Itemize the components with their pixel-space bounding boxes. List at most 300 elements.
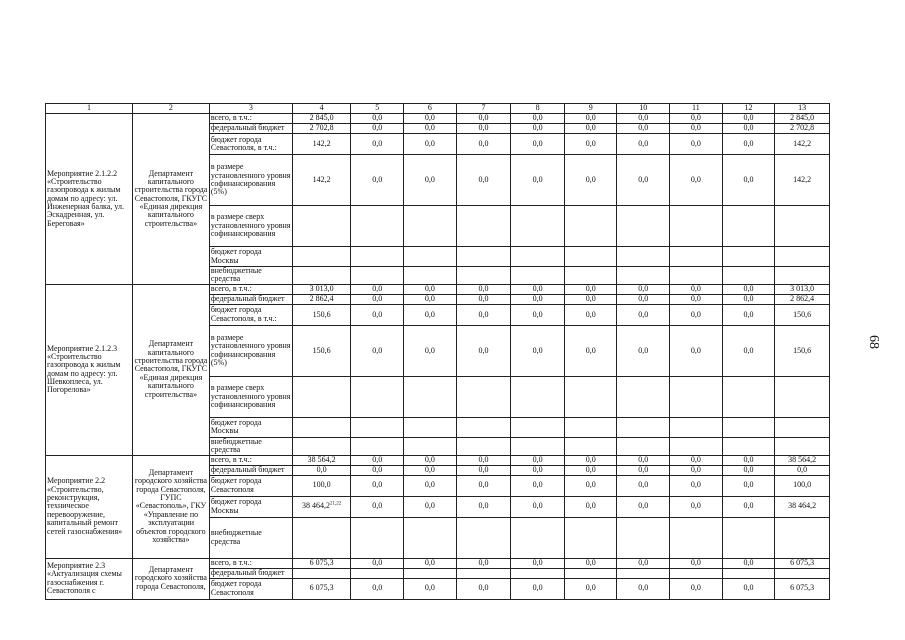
- amount-cell: [775, 455, 830, 465]
- amount-value: 0,0: [478, 138, 489, 148]
- amount-value: 0,0: [478, 309, 489, 319]
- amount-cell: [456, 124, 511, 134]
- amount-value: 0,0: [638, 480, 649, 490]
- amount-cell: [404, 284, 457, 294]
- amount-cell: [292, 325, 351, 376]
- activity-name: Мероприятие 2.2 «Строительство, реконструкция, техническое перевооружение, капитальный ремонт сетей газоснабжения»: [46, 455, 133, 558]
- amount-cell: [511, 437, 565, 455]
- amount-cell: [670, 284, 723, 294]
- amount-value: 0,0: [372, 294, 383, 304]
- amount-cell: [722, 517, 775, 558]
- amount-value: 0,0: [585, 294, 596, 304]
- amount-cell: [564, 517, 617, 558]
- amount-value: 0,0: [372, 583, 383, 593]
- col-header: 9: [564, 104, 617, 114]
- amount-cell: [511, 578, 565, 599]
- amount-value: 2 862,4: [790, 294, 815, 304]
- col-header: 6: [404, 104, 457, 114]
- amount-value: 0,0: [690, 138, 701, 148]
- amount-cell: [617, 206, 670, 247]
- amount-cell: [456, 578, 511, 599]
- amount-cell: [292, 284, 351, 294]
- amount-cell: [617, 247, 670, 267]
- funding-source: бюджет города Севастополя: [209, 475, 292, 496]
- amount-cell: [775, 267, 830, 285]
- amount-cell: [404, 325, 457, 376]
- amount-cell: [775, 475, 830, 496]
- amount-cell: [617, 284, 670, 294]
- amount-cell: [292, 206, 351, 247]
- amount-cell: [775, 437, 830, 455]
- amount-cell: [722, 155, 775, 206]
- amount-value: 6 075,3: [309, 583, 334, 593]
- table-row: [46, 455, 830, 465]
- amount-cell: [511, 517, 565, 558]
- amount-value: 0,0: [478, 294, 489, 304]
- amount-cell: [351, 247, 404, 267]
- amount-cell: [511, 558, 565, 568]
- amount-cell: [670, 455, 723, 465]
- amount-cell: [722, 114, 775, 124]
- amount-cell: [722, 206, 775, 247]
- amount-cell: [564, 376, 617, 417]
- amount-cell: [351, 578, 404, 599]
- amount-cell: [404, 417, 457, 437]
- amount-value: 2 702,8: [790, 123, 815, 133]
- funding-source: в размере сверх установленного уровня софинансирования: [209, 376, 292, 417]
- amount-cell: [456, 496, 511, 517]
- amount-value: 0,0: [372, 113, 383, 123]
- amount-cell: [511, 325, 565, 376]
- amount-cell: [292, 304, 351, 325]
- amount-cell: [670, 465, 723, 475]
- amount-value: 0,0: [743, 465, 754, 474]
- amount-value: 0,0: [743, 558, 754, 567]
- amount-cell: [775, 114, 830, 124]
- amount-cell: [292, 475, 351, 496]
- amount-value: 0,0: [316, 465, 327, 474]
- amount-cell: [404, 475, 457, 496]
- amount-cell: [351, 465, 404, 475]
- amount-cell: [456, 325, 511, 376]
- amount-cell: [351, 437, 404, 455]
- amount-value: 0,0: [532, 123, 543, 133]
- amount-value: 0,0: [372, 284, 383, 294]
- funding-source: бюджет города Севастополя, в т.ч.:: [209, 304, 292, 325]
- amount-cell: [292, 155, 351, 206]
- amount-cell: [511, 455, 565, 465]
- amount-value: 0,0: [743, 174, 754, 184]
- amount-cell: [511, 304, 565, 325]
- funding-source: бюджет города Москвы: [209, 496, 292, 517]
- amount-cell: [564, 304, 617, 325]
- amount-cell: [722, 496, 775, 517]
- amount-cell: [511, 114, 565, 124]
- amount-cell: [775, 417, 830, 437]
- amount-value: 0,0: [585, 480, 596, 490]
- amount-cell: [351, 475, 404, 496]
- col-header: 8: [511, 104, 565, 114]
- amount-cell: [351, 568, 404, 578]
- amount-cell: [292, 376, 351, 417]
- funding-source: бюджет города Москвы: [209, 247, 292, 267]
- amount-value: 0,0: [743, 294, 754, 304]
- amount-value: 0,0: [424, 501, 435, 511]
- amount-cell: [404, 124, 457, 134]
- amount-cell: [404, 267, 457, 285]
- amount-cell: [456, 517, 511, 558]
- amount-cell: [404, 114, 457, 124]
- amount-cell: [511, 124, 565, 134]
- amount-value: 0,0: [478, 284, 489, 294]
- amount-value: 0,0: [372, 138, 383, 148]
- amount-cell: [456, 568, 511, 578]
- amount-cell: [511, 294, 565, 304]
- amount-value: 0,0: [797, 465, 808, 474]
- amount-cell: [564, 247, 617, 267]
- amount-cell: [404, 517, 457, 558]
- amount-cell: [351, 455, 404, 465]
- col-header: 12: [722, 104, 775, 114]
- amount-cell: [351, 558, 404, 568]
- amount-cell: [292, 517, 351, 558]
- amount-cell: [292, 437, 351, 455]
- amount-cell: [292, 114, 351, 124]
- col-header: 3: [209, 104, 292, 114]
- amount-value: 0,0: [532, 501, 543, 511]
- amount-cell: [456, 437, 511, 455]
- amount-cell: [511, 267, 565, 285]
- table-row: [46, 284, 830, 294]
- amount-value: 0,0: [690, 480, 701, 490]
- amount-value: 0,0: [743, 113, 754, 123]
- amount-value: 0,0: [585, 138, 596, 148]
- amount-value: 0,0: [638, 284, 649, 294]
- amount-cell: [351, 417, 404, 437]
- amount-value: 150,6: [312, 309, 331, 319]
- funding-source: федеральный бюджет: [209, 124, 292, 134]
- col-header: 13: [775, 104, 830, 114]
- amount-cell: [617, 455, 670, 465]
- amount-value: 0,0: [478, 123, 489, 133]
- amount-value: 0,0: [424, 123, 435, 133]
- amount-cell: [351, 294, 404, 304]
- amount-value: 0,0: [638, 113, 649, 123]
- amount-cell: [775, 578, 830, 599]
- amount-cell: [292, 417, 351, 437]
- amount-cell: [670, 134, 723, 155]
- amount-value: 0,0: [638, 123, 649, 133]
- amount-cell: [617, 376, 670, 417]
- amount-value: 0,0: [372, 480, 383, 490]
- amount-value: 0,0: [638, 138, 649, 148]
- amount-cell: [775, 247, 830, 267]
- amount-value: 2 845,0: [309, 113, 334, 123]
- amount-cell: [351, 124, 404, 134]
- amount-value: 0,0: [424, 345, 435, 355]
- amount-cell: [564, 465, 617, 475]
- executor-name: Департамент капитального строительства города Севастополя, ГКУГС «Единая дирекция капитального строительства»: [132, 284, 209, 455]
- amount-value: 0,0: [585, 113, 596, 123]
- amount-cell: [670, 517, 723, 558]
- amount-cell: [617, 517, 670, 558]
- col-header: 7: [456, 104, 511, 114]
- amount-value: 0,0: [478, 583, 489, 593]
- amount-cell: [456, 304, 511, 325]
- amount-value: 0,0: [478, 455, 489, 464]
- amount-value: 0,0: [532, 345, 543, 355]
- amount-cell: [722, 134, 775, 155]
- amount-cell: [775, 124, 830, 134]
- amount-cell: [670, 437, 723, 455]
- col-header: 1: [46, 104, 133, 114]
- amount-value: 2 845,0: [790, 113, 815, 123]
- amount-cell: [351, 517, 404, 558]
- amount-cell: [404, 465, 457, 475]
- amount-value: 0,0: [424, 583, 435, 593]
- col-header: 10: [617, 104, 670, 114]
- amount-cell: [670, 417, 723, 437]
- amount-cell: [564, 455, 617, 465]
- amount-cell: [617, 155, 670, 206]
- amount-cell: [564, 267, 617, 285]
- amount-cell: [564, 155, 617, 206]
- amount-value: 0,0: [532, 174, 543, 184]
- table-body: [46, 114, 830, 600]
- amount-cell: [564, 568, 617, 578]
- amount-value: 38 564,2: [788, 455, 817, 464]
- amount-cell: [564, 475, 617, 496]
- amount-cell: [404, 568, 457, 578]
- column-number-row: [46, 104, 830, 114]
- amount-cell: [456, 155, 511, 206]
- funding-source: внебюджетные средства: [209, 267, 292, 285]
- amount-value: 0,0: [372, 123, 383, 133]
- amount-value: 38 564,2: [307, 455, 336, 464]
- amount-value: 0,0: [532, 455, 543, 464]
- amount-value: 0,0: [638, 501, 649, 511]
- funding-source: бюджет города Севастополя, в т.ч.:: [209, 134, 292, 155]
- amount-value: 0,0: [372, 501, 383, 511]
- amount-value: 2 702,8: [309, 123, 334, 133]
- funding-source: федеральный бюджет: [209, 568, 292, 578]
- amount-cell: [511, 496, 565, 517]
- page-number: 68: [866, 335, 881, 349]
- amount-cell: [617, 417, 670, 437]
- amount-value: 0,0: [690, 558, 701, 567]
- amount-cell: [564, 206, 617, 247]
- amount-cell: [292, 455, 351, 465]
- amount-cell: [564, 578, 617, 599]
- amount-value: 0,0: [690, 583, 701, 593]
- amount-value: 0,0: [638, 465, 649, 474]
- amount-value: 38 464,2: [788, 501, 817, 511]
- amount-cell: [351, 284, 404, 294]
- funding-source: в размере сверх установленного уровня софинансирования: [209, 206, 292, 247]
- amount-value: 0,0: [690, 501, 701, 511]
- amount-value: 6 075,3: [790, 583, 815, 593]
- amount-cell: [456, 475, 511, 496]
- amount-value: 0,0: [372, 465, 383, 474]
- amount-value: 0,0: [743, 583, 754, 593]
- amount-value: 0,0: [424, 558, 435, 567]
- amount-cell: [292, 294, 351, 304]
- funding-source: федеральный бюджет: [209, 465, 292, 475]
- amount-cell: [670, 304, 723, 325]
- amount-cell: [456, 134, 511, 155]
- amount-value: 142,2: [312, 138, 331, 148]
- amount-cell: [292, 465, 351, 475]
- amount-cell: [722, 284, 775, 294]
- amount-value: 0,0: [424, 309, 435, 319]
- amount-cell: [404, 304, 457, 325]
- amount-value: 0,0: [532, 113, 543, 123]
- amount-value: 0,0: [424, 113, 435, 123]
- amount-value: 3 013,0: [309, 284, 334, 294]
- amount-cell: [722, 568, 775, 578]
- amount-cell: [617, 465, 670, 475]
- amount-value: 0,0: [478, 558, 489, 567]
- funding-source: в размере установленного уровня софинансирования (5%): [209, 155, 292, 206]
- amount-cell: [670, 124, 723, 134]
- amount-cell: [670, 155, 723, 206]
- amount-cell: [617, 134, 670, 155]
- funding-source: в размере установленного уровня софинансирования (5%): [209, 325, 292, 376]
- amount-cell: [456, 417, 511, 437]
- amount-value: 38 464,2: [302, 501, 330, 511]
- amount-value: 0,0: [743, 123, 754, 133]
- budget-table: [45, 103, 830, 600]
- table-row: [46, 558, 830, 568]
- amount-value: 0,0: [638, 583, 649, 593]
- amount-cell: [670, 206, 723, 247]
- amount-cell: [670, 568, 723, 578]
- amount-cell: [722, 267, 775, 285]
- amount-value: 0,0: [532, 558, 543, 567]
- amount-cell: [617, 304, 670, 325]
- amount-value: 0,0: [585, 345, 596, 355]
- executor-name: Департамент капитального строительства города Севастополя, ГКУГС «Единая дирекция капитального строительства»: [132, 114, 209, 285]
- amount-value: 2 862,4: [309, 294, 334, 304]
- amount-cell: [404, 496, 457, 517]
- amount-value: 150,6: [793, 309, 812, 319]
- amount-cell: [775, 294, 830, 304]
- amount-cell: [617, 568, 670, 578]
- amount-value: 0,0: [532, 465, 543, 474]
- amount-value: 0,0: [743, 501, 754, 511]
- amount-value: 0,0: [690, 294, 701, 304]
- amount-cell: [617, 294, 670, 304]
- amount-value: 0,0: [478, 480, 489, 490]
- amount-cell: [456, 114, 511, 124]
- amount-cell: [404, 134, 457, 155]
- amount-cell: [511, 247, 565, 267]
- amount-value: 0,0: [532, 284, 543, 294]
- amount-value: 150,6: [312, 345, 331, 355]
- amount-value: 0,0: [690, 455, 701, 464]
- amount-value: 0,0: [532, 309, 543, 319]
- funding-source: бюджет города Севастополя: [209, 578, 292, 599]
- amount-value: 0,0: [372, 174, 383, 184]
- amount-cell: [775, 465, 830, 475]
- amount-cell: [351, 496, 404, 517]
- amount-value: 0,0: [585, 284, 596, 294]
- amount-cell: [456, 294, 511, 304]
- amount-cell: [617, 578, 670, 599]
- funding-source: федеральный бюджет: [209, 294, 292, 304]
- amount-cell: [351, 267, 404, 285]
- amount-cell: [351, 325, 404, 376]
- col-header: 5: [351, 104, 404, 114]
- amount-value: 0,0: [585, 583, 596, 593]
- amount-cell: [722, 304, 775, 325]
- amount-value: 0,0: [372, 455, 383, 464]
- activity-name: Мероприятие 2.3 «Актуализация схемы газоснабжения г. Севастополя с: [46, 558, 133, 599]
- amount-cell: [404, 558, 457, 568]
- amount-cell: [722, 455, 775, 465]
- amount-cell: [404, 578, 457, 599]
- amount-value: 0,0: [424, 455, 435, 464]
- col-header: 2: [132, 104, 209, 114]
- amount-value: 0,0: [585, 123, 596, 133]
- amount-cell: [775, 155, 830, 206]
- amount-cell: [722, 475, 775, 496]
- amount-value: 0,0: [743, 455, 754, 464]
- amount-cell: [511, 417, 565, 437]
- amount-value: 6 075,3: [790, 558, 815, 567]
- amount-value: 0,0: [690, 123, 701, 133]
- amount-value: 0,0: [638, 294, 649, 304]
- amount-cell: [670, 558, 723, 568]
- amount-value: 0,0: [532, 583, 543, 593]
- amount-value: 0,0: [424, 284, 435, 294]
- amount-value: 0,0: [585, 174, 596, 184]
- amount-cell: [511, 475, 565, 496]
- amount-value: 0,0: [638, 455, 649, 464]
- amount-cell: [292, 558, 351, 568]
- amount-cell: [511, 155, 565, 206]
- amount-cell: [564, 114, 617, 124]
- amount-value: 0,0: [690, 309, 701, 319]
- amount-cell: [617, 496, 670, 517]
- amount-value: 0,0: [424, 174, 435, 184]
- amount-value: 0,0: [743, 345, 754, 355]
- amount-value: 0,0: [478, 465, 489, 474]
- amount-cell: [351, 304, 404, 325]
- amount-cell: [722, 417, 775, 437]
- amount-cell: [404, 206, 457, 247]
- amount-cell: [456, 284, 511, 294]
- executor-name: Департамент городского хозяйства города Севастополя, ГУПС «Севастополь», ГКУ «Управление по эксплуатации объектов городского хозяйства»: [132, 455, 209, 558]
- amount-cell: [404, 247, 457, 267]
- amount-cell: [456, 558, 511, 568]
- amount-cell: [564, 284, 617, 294]
- amount-cell: [670, 475, 723, 496]
- amount-cell: [351, 134, 404, 155]
- amount-cell: [456, 267, 511, 285]
- amount-cell: [564, 496, 617, 517]
- amount-value: 142,2: [793, 138, 812, 148]
- amount-value: 0,0: [532, 294, 543, 304]
- amount-cell: [775, 284, 830, 294]
- amount-cell: [670, 578, 723, 599]
- amount-cell: [722, 247, 775, 267]
- amount-cell: [722, 294, 775, 304]
- amount-cell: [617, 124, 670, 134]
- amount-value: 0,0: [743, 480, 754, 490]
- amount-value: 0,0: [743, 309, 754, 319]
- amount-cell: [404, 155, 457, 206]
